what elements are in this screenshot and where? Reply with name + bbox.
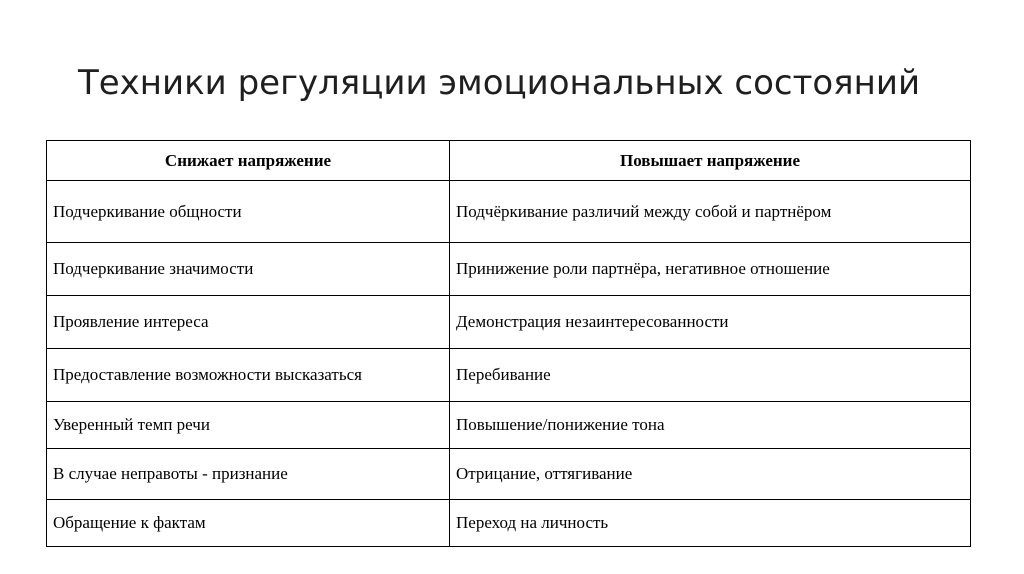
reduces-tension-cell: Уверенный темп речи [47,402,450,449]
reduces-tension-cell: Подчеркивание общности [47,181,450,243]
table-row [47,449,971,500]
increases-tension-cell: Принижение роли партнёра, негативное отношение [450,243,971,296]
table-row [47,402,971,449]
increases-tension-cell: Повышение/понижение тона [450,402,971,449]
reduces-tension-cell: Предоставление возможности высказаться [47,349,450,402]
table-row [47,243,971,296]
header-reduces-tension: Снижает напряжение [47,141,450,181]
increases-tension-cell: Подчёркивание различий между собой и партнёром [450,181,971,243]
reduces-tension-cell: Проявление интереса [47,296,450,349]
increases-tension-cell: Отрицание, оттягивание [450,449,971,500]
reduces-tension-cell: Обращение к фактам [47,500,450,547]
table-row [47,500,971,547]
reduces-tension-cell: Подчеркивание значимости [47,243,450,296]
table-row [47,181,971,243]
increases-tension-cell: Переход на личность [450,500,971,547]
table-header-row [47,141,971,181]
increases-tension-cell: Демонстрация незаинтересованности [450,296,971,349]
slide-title: Техники регуляции эмоциональных состояний [78,63,921,103]
reduces-tension-cell: В случае неправоты - признание [47,449,450,500]
table-row [47,349,971,402]
techniques-table [46,140,971,547]
header-increases-tension: Повышает напряжение [450,141,971,181]
table-row [47,296,971,349]
increases-tension-cell: Перебивание [450,349,971,402]
